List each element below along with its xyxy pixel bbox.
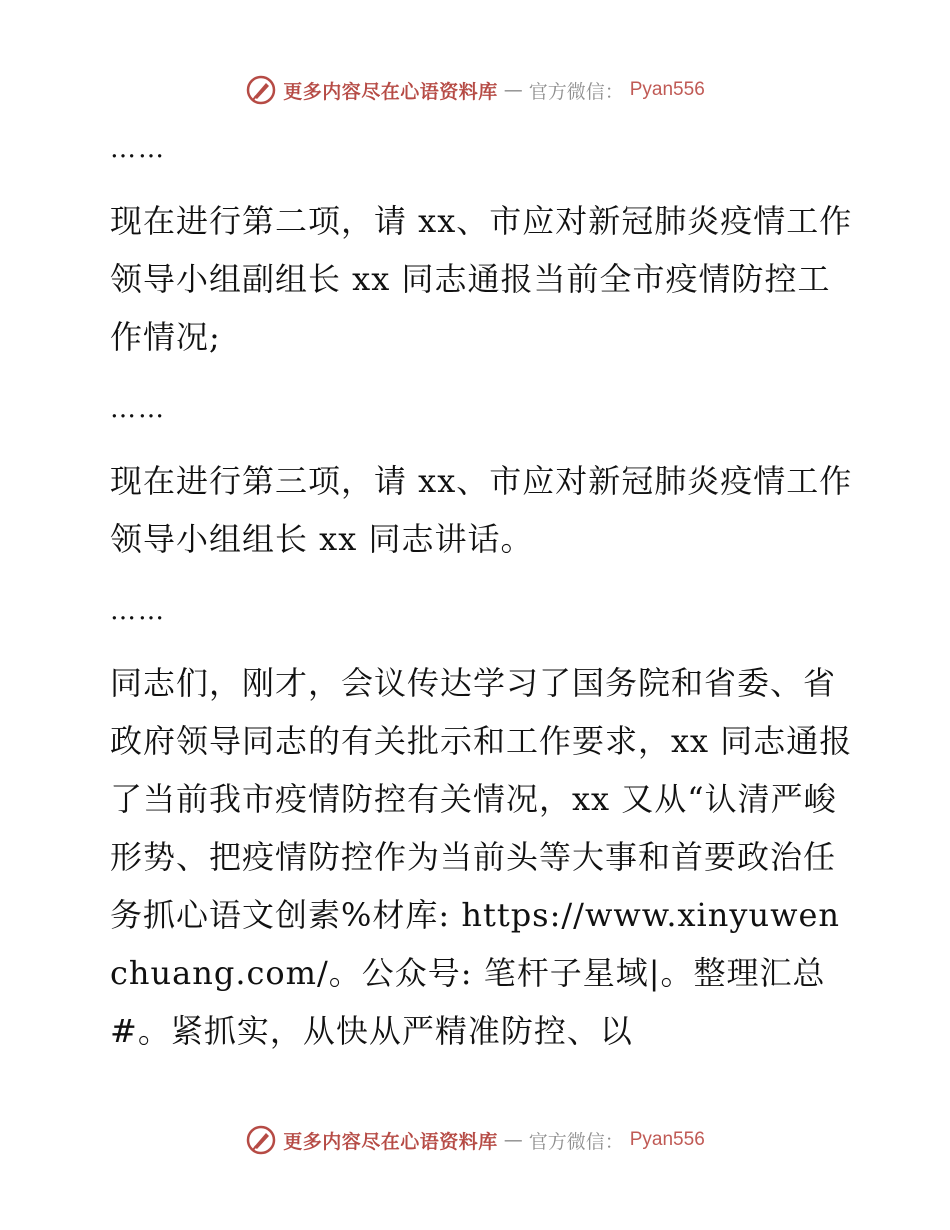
watermark-separator: — [503,79,523,101]
paragraph-item-three: 现在进行第三项，请 xx、市应对新冠肺炎疫情工作领导小组组长 xx 同志讲话。 [110,462,853,558]
quill-logo-icon [245,1124,277,1156]
ellipsis-3: …… [110,596,166,626]
watermark-header [0,70,950,110]
watermark-official-label: 官方微信： [528,80,624,103]
paragraph-closing-speech: 同志们，刚才，会议传达学习了国务院和省委、省政府领导同志的有关批示和工作要求，xx 同志通报了当前我市疫情防控有关情况，xx 又从“认清严峻形势、把疫情防控作为当前头等大事和首要政治任务抓心语文创素%材库: https://www.xinyuwenchuang.com/。公众号: 笔杆子星域|。整理汇总#。紧抓实，从快从严精准防控、以 [110,664,853,1050]
watermark-footer [0,1120,950,1160]
ellipsis-1: …… [110,134,166,164]
quill-logo-icon [245,74,277,106]
watermark-wechat-id: Pyan556 [629,79,705,100]
watermark-separator: — [503,1129,523,1151]
watermark-site-text: 更多内容尽在心语资料库 [283,1130,498,1153]
watermark-official-label: 官方微信： [528,1130,624,1153]
watermark-wechat-id: Pyan556 [629,1129,705,1150]
document-body [98,120,858,1074]
watermark-site-text: 更多内容尽在心语资料库 [283,80,498,103]
ellipsis-2: …… [110,394,166,424]
paragraph-item-two: 现在进行第二项，请 xx、市应对新冠肺炎疫情工作领导小组副组长 xx 同志通报当前全市疫情防控工作情况; [110,202,853,356]
